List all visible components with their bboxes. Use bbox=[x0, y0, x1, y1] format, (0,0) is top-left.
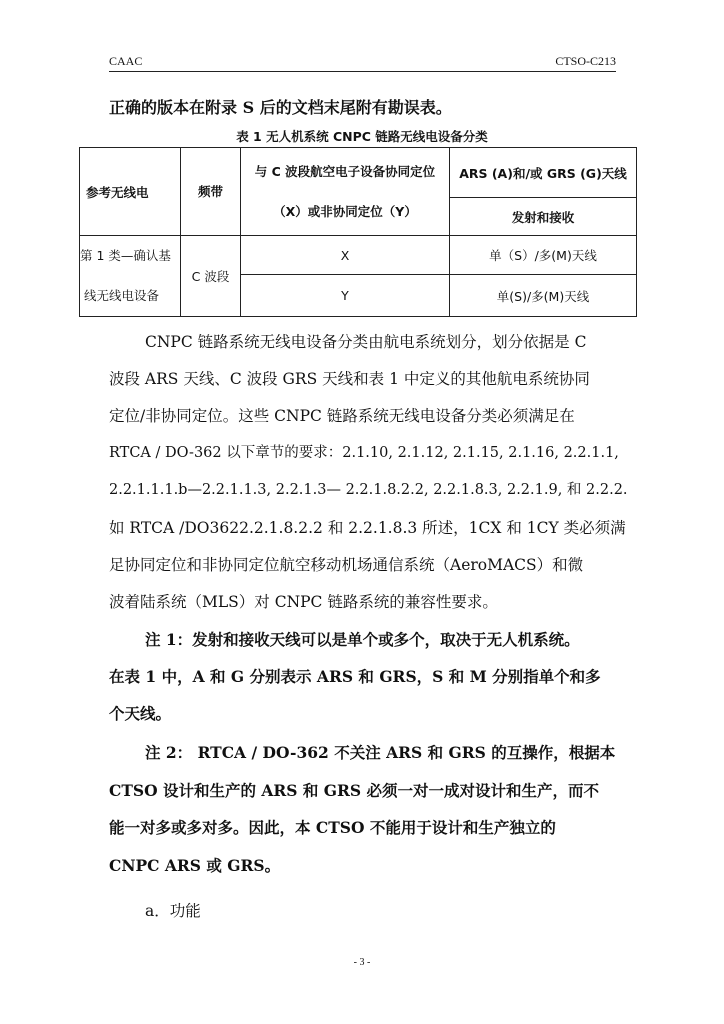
row-antenna-x: 单（S）/多(M)天线 bbox=[450, 236, 637, 275]
body-line: 波着陆系统（MLS）对 CNPC 链路系统的兼容性要求。 bbox=[109, 593, 498, 611]
table-caption: 表 1 无人机系统 CNPC 链路无线电设备分类 bbox=[236, 129, 488, 144]
row-colocation-x: X bbox=[241, 236, 450, 275]
note-2-line: 注 2： RTCA / DO-362 不关注 ARS 和 GRS 的互操作，根据本 bbox=[145, 743, 616, 762]
body-line: 2.2.1.1.1.b—2.2.1.1.3, 2.2.1.3— 2.2.1.8.2.2, 2.2.1.8.3, 2.2.1.9, 和 2.2.2. bbox=[109, 482, 628, 498]
row-band: C 波段 bbox=[181, 236, 241, 317]
note-2-line: 能一对多或多对多。因此，本 CTSO 不能用于设计和生产独立的 bbox=[109, 818, 556, 837]
note-2-line: CTSO 设计和生产的 ARS 和 GRS 必须一对一成对设计和生产，而不 bbox=[109, 781, 599, 800]
row-colocation-y: Y bbox=[241, 275, 450, 317]
row-radio-line2: 线无线电设备 bbox=[84, 288, 160, 303]
page-header bbox=[109, 52, 616, 72]
row-radio-class bbox=[80, 236, 181, 317]
row-radio-line1: 第 1 类—确认基 bbox=[80, 248, 171, 263]
header-org: CAAC bbox=[109, 54, 143, 68]
header-colocation bbox=[241, 148, 450, 236]
body-line: 波段 ARS 天线、C 波段 GRS 天线和表 1 中定义的其他航电系统协同 bbox=[109, 370, 590, 388]
header-band: 频带 bbox=[181, 148, 241, 236]
header-antenna: ARS (A)和/或 GRS (G)天线 bbox=[450, 148, 637, 198]
header-tx-rx: 发射和接收 bbox=[450, 198, 637, 236]
header-colocation-line2: （X）或非协同定位（Y） bbox=[273, 203, 417, 219]
note-1-line: 注 1：发射和接收天线可以是单个或多个，取决于无人机系统。 bbox=[145, 630, 580, 649]
note-1-line: 个天线。 bbox=[109, 704, 172, 723]
header-radio: 参考无线电 bbox=[80, 148, 181, 236]
body-line: RTCA / DO-362 以下章节的要求：2.1.10, 2.1.12, 2.1.15, 2.1.16, 2.2.1.1, bbox=[109, 445, 619, 461]
note-1-line: 在表 1 中，A 和 G 分别表示 ARS 和 GRS，S 和 M 分别指单个和多 bbox=[109, 667, 601, 686]
body-line: 定位/非协同定位。这些 CNPC 链路系统无线电设备分类必须满足在 bbox=[109, 407, 575, 425]
note-2-line: CNPC ARS 或 GRS。 bbox=[109, 856, 281, 875]
body-line: 如 RTCA /DO3622.2.1.8.2.2 和 2.2.1.8.3 所述，1CX 和 1CY 类必须满 bbox=[109, 519, 626, 537]
header-doc-id: CTSO-C213 bbox=[555, 54, 616, 68]
header-colocation-line1: 与 C 波段航空电子设备协同定位 bbox=[254, 163, 436, 179]
body-line: 足协同定位和非协同定位航空移动机场通信系统（AeroMACS）和微 bbox=[109, 556, 584, 574]
section-heading-a: a．功能 bbox=[145, 902, 201, 920]
classification-table bbox=[79, 147, 637, 317]
row-antenna-y: 单(S)/多(M)天线 bbox=[450, 275, 637, 317]
page-number: - 3 - bbox=[353, 957, 371, 968]
errata-note: 正确的版本在附录 S 后的文档末尾附有勘误表。 bbox=[109, 98, 452, 117]
body-line: CNPC 链路系统无线电设备分类由航电系统划分，划分依据是 C bbox=[145, 333, 587, 351]
